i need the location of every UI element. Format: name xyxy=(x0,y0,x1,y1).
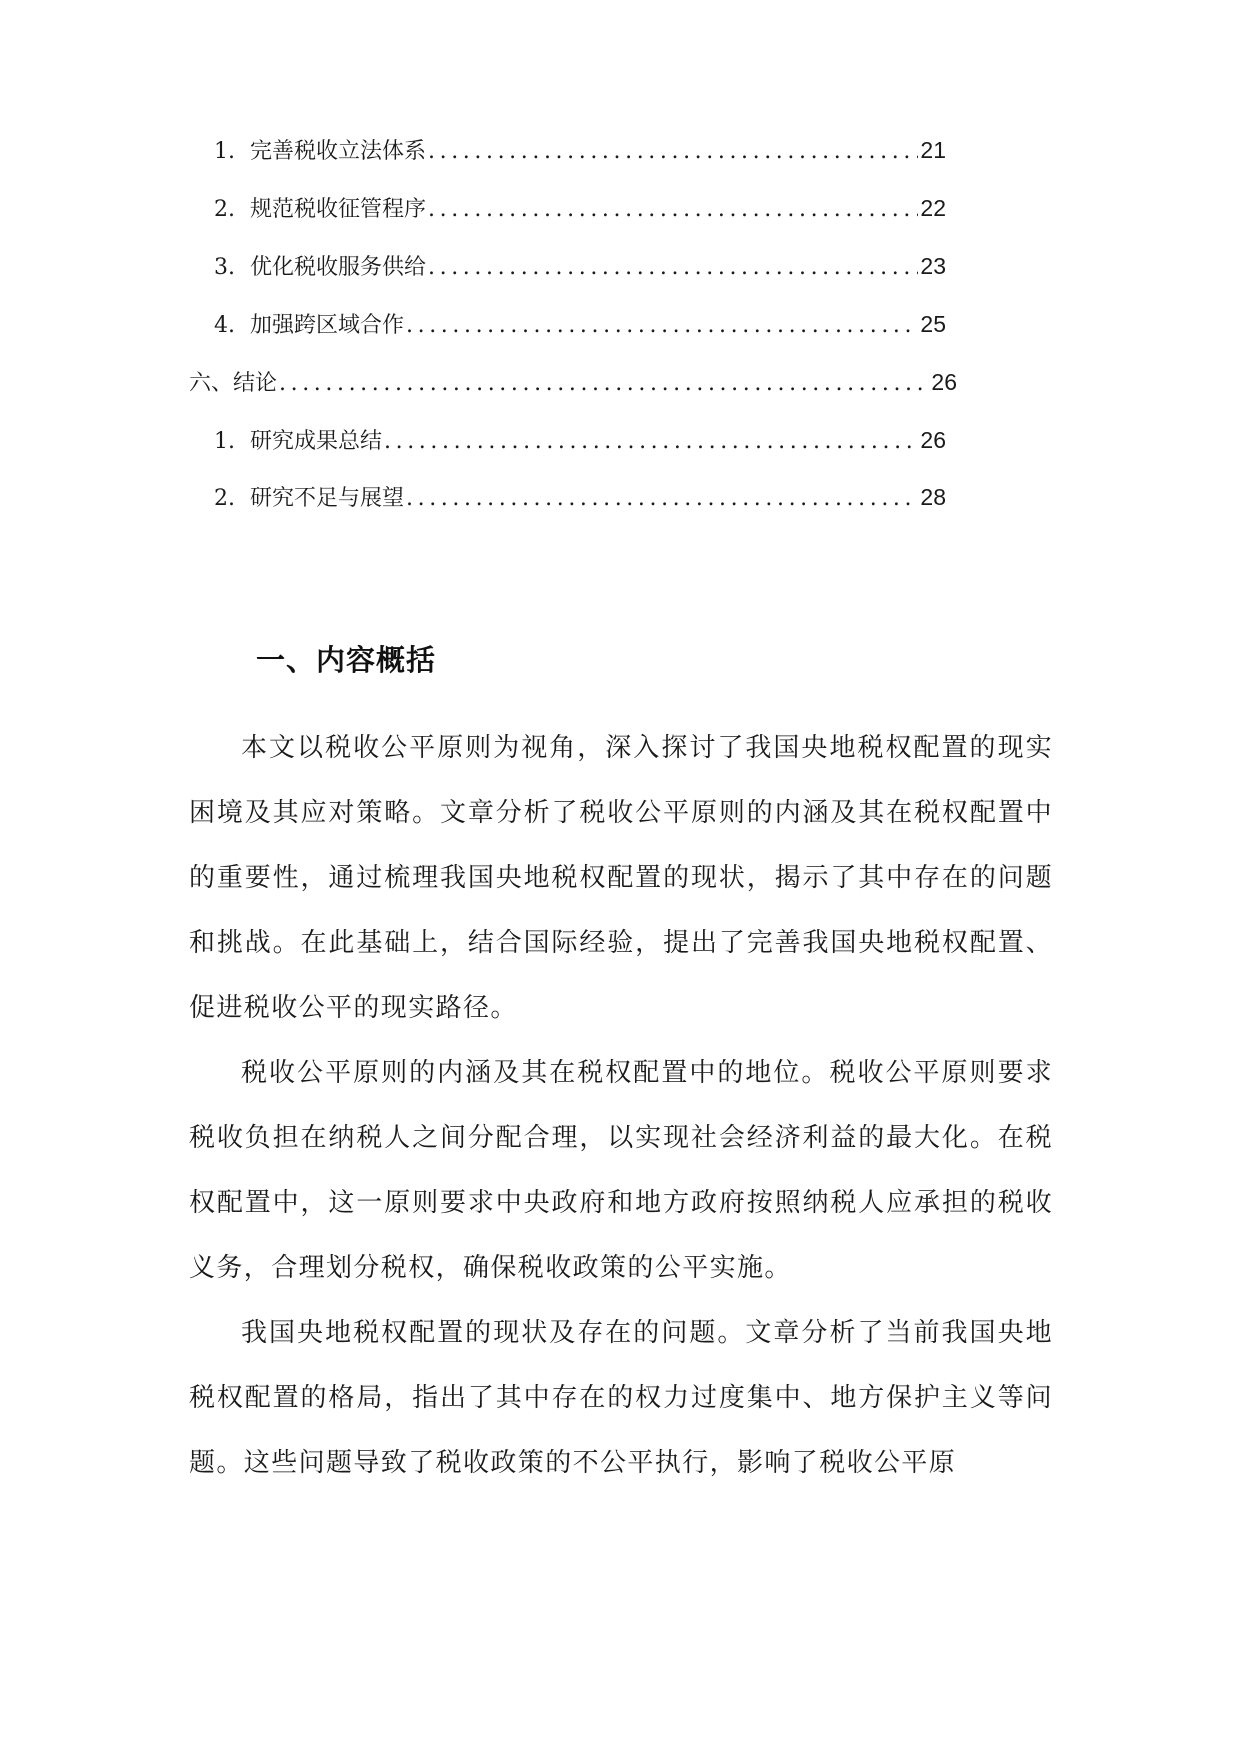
toc-entry-title: 优化税收服务供给 xyxy=(250,255,427,280)
toc-dot-leader xyxy=(428,195,918,225)
body-paragraph: 我国央地税权配置的现状及存在的问题。文章分析了当前我国央地税权配置的格局，指出了其中存在的权力过度集中、地方保护主义等问题。这些问题导致了税收政策的不公平执行，影响了税收公平原 xyxy=(189,1318,1053,1478)
toc-entry[interactable] xyxy=(214,425,946,457)
toc-dot-leader xyxy=(406,311,918,341)
toc-dot-leader xyxy=(279,369,929,399)
toc-entry-page-number: 22 xyxy=(920,195,946,221)
toc-entry-page-number: 23 xyxy=(920,253,946,279)
toc-entry-number: 2. xyxy=(214,197,235,222)
toc-entry-title: 加强跨区域合作 xyxy=(250,313,405,338)
toc-entry-title: 规范税收征管程序 xyxy=(250,197,427,222)
toc-entry[interactable] xyxy=(214,251,946,283)
toc-entry-page-number: 28 xyxy=(920,484,946,510)
toc-entry[interactable] xyxy=(214,135,946,167)
toc-entry-page-number: 26 xyxy=(920,427,946,453)
toc-entry[interactable] xyxy=(214,482,946,514)
body-paragraph: 税收公平原则的内涵及其在税权配置中的地位。税收公平原则要求税收负担在纳税人之间分配合理，以实现社会经济利益的最大化。在税权配置中，这一原则要求中央政府和地方政府按照纳税人应承担的税收义务，合理划分税权，确保税收政策的公平实施。 xyxy=(189,1058,1053,1283)
toc-entry-title: 研究不足与展望 xyxy=(250,486,405,511)
section-heading: 一、内容概括 xyxy=(256,643,437,677)
toc-dot-leader xyxy=(406,484,918,514)
section-body xyxy=(189,716,1053,1496)
toc-dot-leader xyxy=(428,253,918,283)
toc-dot-leader xyxy=(428,137,918,167)
toc-entry-page-number: 21 xyxy=(920,137,946,163)
toc-entry-title: 完善税收立法体系 xyxy=(250,139,427,164)
toc-entry-number: 4. xyxy=(214,313,235,338)
toc-entry-number: 1. xyxy=(214,429,235,454)
toc-entry[interactable] xyxy=(214,193,946,225)
toc-entry-number: 2. xyxy=(214,486,235,511)
toc-entry[interactable] xyxy=(214,309,946,341)
toc-chapter-entry[interactable] xyxy=(189,367,957,399)
toc-entry-page-number: 26 xyxy=(931,369,957,395)
toc-entry-title: 研究成果总结 xyxy=(250,429,383,454)
toc-dot-leader xyxy=(384,427,918,457)
toc-entry-number: 3. xyxy=(214,255,235,280)
toc-entry-number: 1. xyxy=(214,139,235,164)
toc-entry-page-number: 25 xyxy=(920,311,946,337)
toc-entry-title: 六、结论 xyxy=(189,371,278,396)
body-paragraph: 本文以税收公平原则为视角，深入探讨了我国央地税权配置的现实困境及其应对策略。文章分析了税收公平原则的内涵及其在税权配置中的重要性，通过梳理我国央地税权配置的现状，揭示了其中存在的问题和挑战。在此基础上，结合国际经验，提出了完善我国央地税权配置、促进税收公平的现实路径。 xyxy=(189,733,1053,1023)
